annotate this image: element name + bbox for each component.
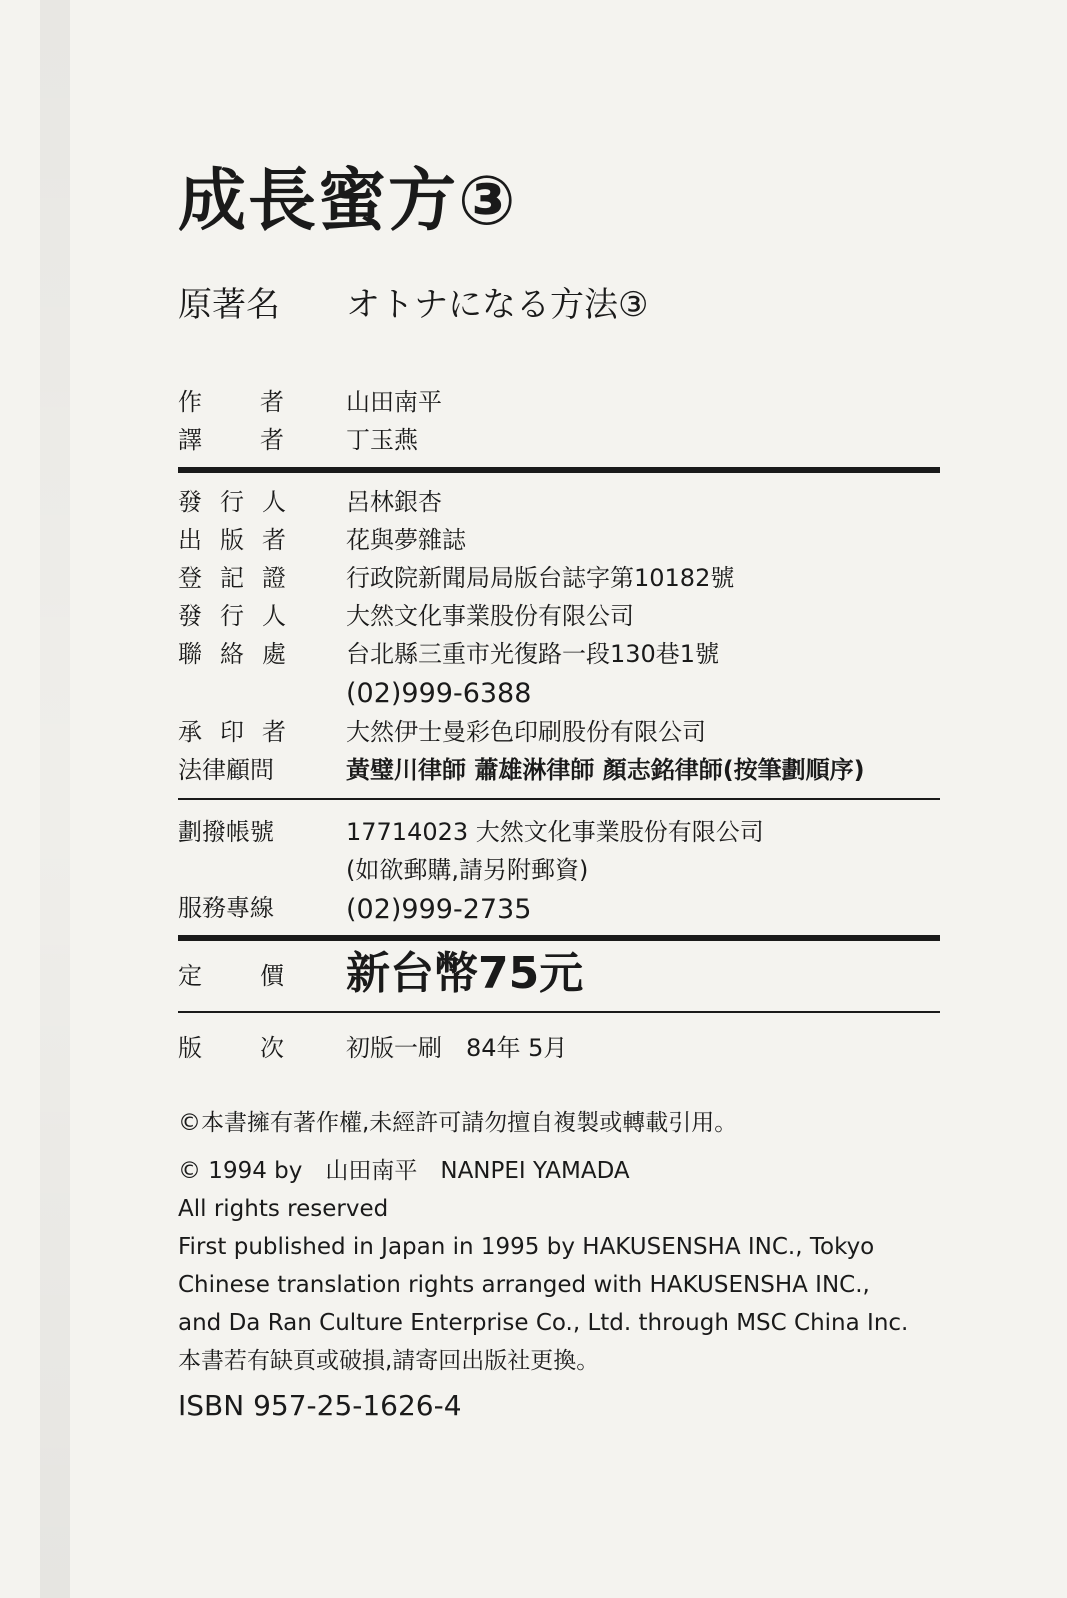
first-published: First published in Japan in 1995 by HAKUSENSHA INC., Tokyo xyxy=(178,1234,875,1260)
isbn: ISBN 957-25-1626-4 xyxy=(178,1389,462,1422)
row-key: 承印者 xyxy=(178,718,304,746)
scan-edge-shadow xyxy=(40,0,70,1598)
divider xyxy=(178,798,940,800)
row-key: 聯絡處 xyxy=(178,640,304,668)
row-value: 黃璧川律師 蕭雄淋律師 顏志銘律師(按筆劃順序) xyxy=(346,756,865,784)
original-title xyxy=(178,285,649,325)
row-key: 發行人 xyxy=(178,488,304,516)
edition-value: 初版一刷 84年 5月 xyxy=(346,1034,568,1062)
row-value: 呂林銀杏 xyxy=(346,488,442,516)
row-key: 服務專線 xyxy=(178,894,274,922)
row-value: 大然伊士曼彩色印刷股份有限公司 xyxy=(346,718,706,746)
defect-notice: 本書若有缺頁或破損,請寄回出版社更換。 xyxy=(178,1348,600,1374)
row-value: 大然文化事業股份有限公司 xyxy=(346,602,634,630)
credit-value: 丁玉燕 xyxy=(346,426,418,454)
edition-key: 版次 xyxy=(178,1034,342,1062)
divider-thick xyxy=(178,935,940,941)
original-title-label: 原著名 xyxy=(178,285,280,325)
translation-rights: Chinese translation rights arranged with HAKUSENSHA INC., xyxy=(178,1272,870,1298)
row-key: 出版者 xyxy=(178,526,304,554)
row-value: 花與夢雜誌 xyxy=(346,526,466,554)
copyright-notice: ©本書擁有著作權,未經許可請勿擅自複製或轉載引用。 xyxy=(178,1110,738,1136)
row-value: 台北縣三重市光復路一段130巷1號 xyxy=(346,640,720,668)
row-value: 行政院新聞局局版台誌字第10182號 xyxy=(346,564,735,592)
book-title: 成長蜜方③ xyxy=(178,162,518,241)
translation-rights-cont: and Da Ran Culture Enterprise Co., Ltd. through MSC China Inc. xyxy=(178,1310,909,1336)
original-title-value: オトナになる方法③ xyxy=(346,285,649,325)
row-key: 劃撥帳號 xyxy=(178,818,274,846)
credit-key: 譯者 xyxy=(178,426,342,454)
row-value: 17714023 大然文化事業股份有限公司 xyxy=(346,818,764,846)
row-key: 法律顧問 xyxy=(178,756,274,784)
rights-reserved: All rights reserved xyxy=(178,1196,389,1222)
price-value: 新台幣75元 xyxy=(346,948,584,999)
row-key: 發行人 xyxy=(178,602,304,630)
credit-key: 作者 xyxy=(178,388,342,416)
copyright-line: © 1994 by 山田南平 NANPEI YAMADA xyxy=(178,1158,630,1184)
credit-value: 山田南平 xyxy=(346,388,442,416)
divider-thick xyxy=(178,467,940,473)
row-key: 登記證 xyxy=(178,564,304,592)
row-value: (如欲郵購,請另附郵資) xyxy=(346,856,589,884)
price-key: 定價 xyxy=(178,962,342,990)
divider xyxy=(178,1011,940,1013)
row-value: (02)999-6388 xyxy=(346,678,532,709)
row-value: (02)999-2735 xyxy=(346,894,532,925)
